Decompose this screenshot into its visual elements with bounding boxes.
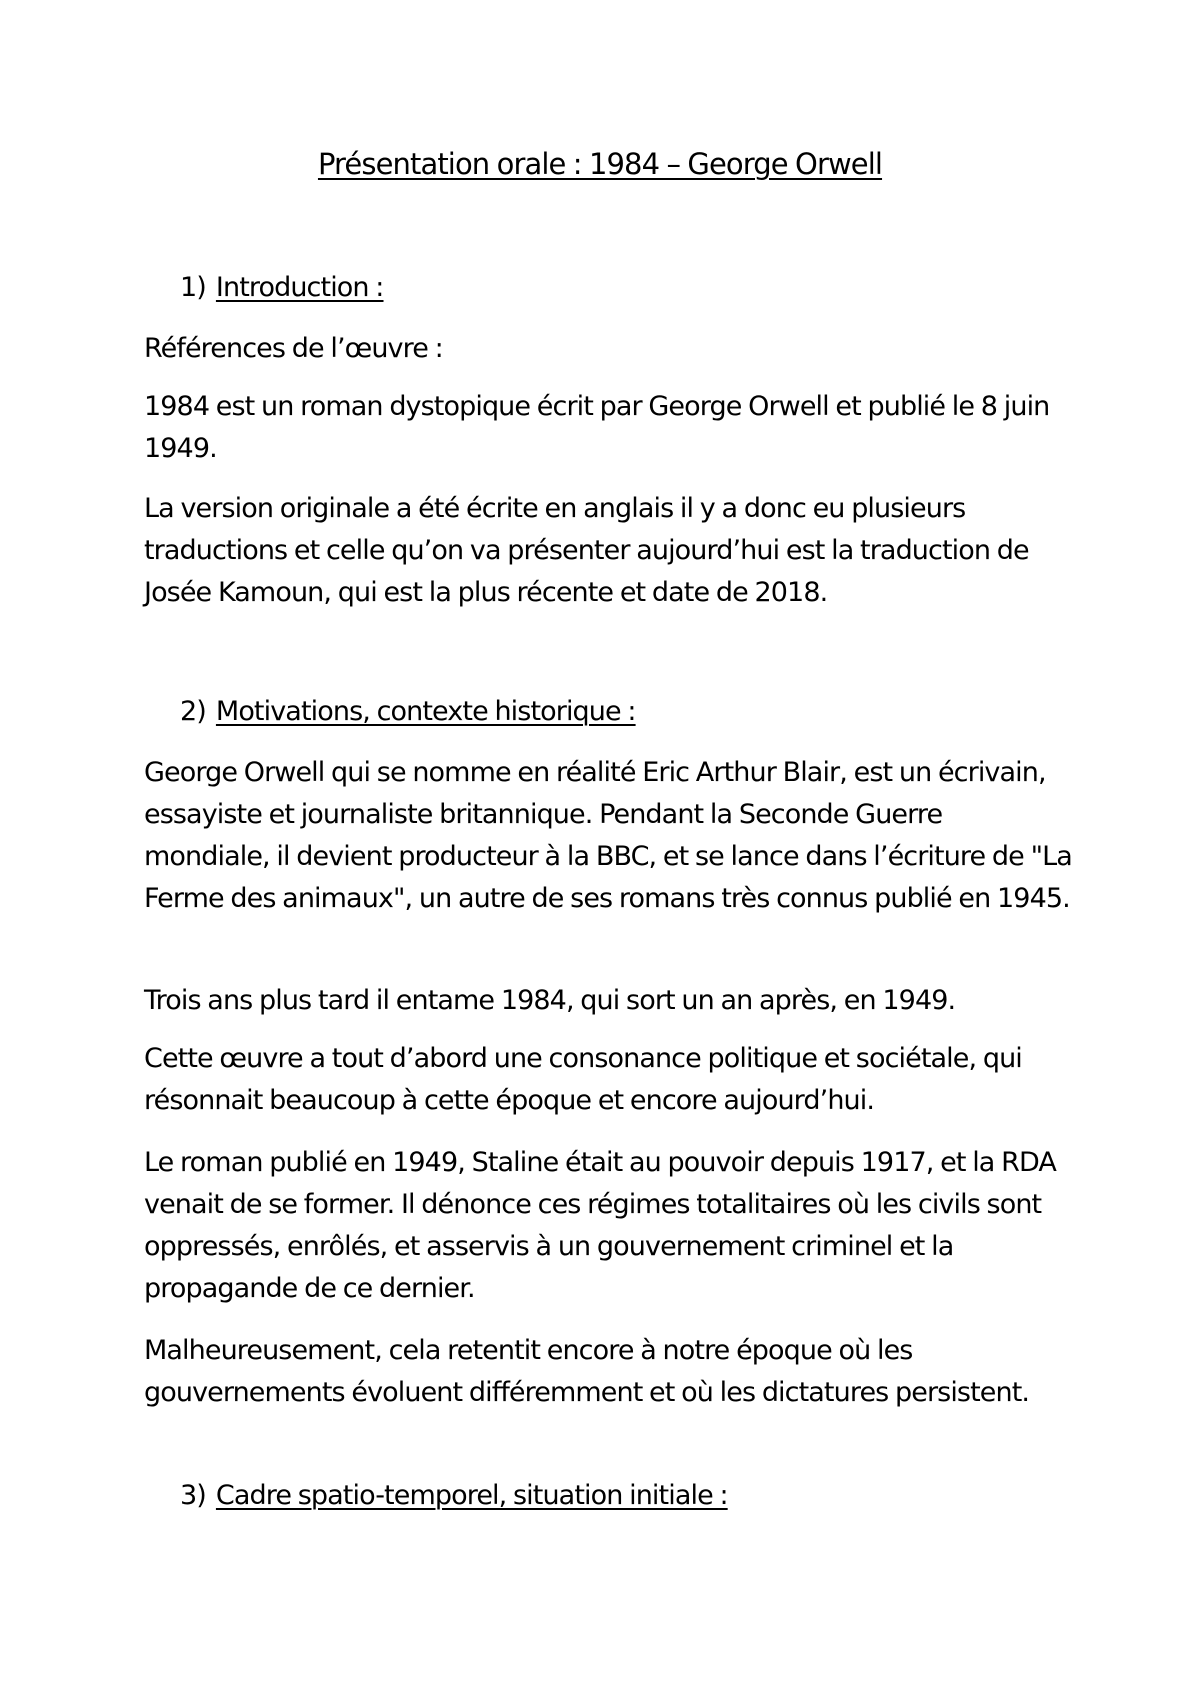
section-heading-cadre [180,1476,728,1516]
section-title: Cadre spatio-temporel, situation initiale : [215,1480,728,1511]
section-heading-motivations [180,692,636,732]
paragraph: Malheureusement, cela retentit encore à notre époque où les gouvernements évoluent différemment et où les dictatures persistent. [144,1335,1030,1408]
section-number: 3) [180,1480,206,1511]
document-title: Présentation orale : 1984 – George Orwell [317,147,883,181]
section-number: 2) [180,696,206,727]
section-title: Introduction : [215,272,384,303]
paragraph: 1984 est un roman dystopique écrit par George Orwell et publié le 8 juin 1949. [144,391,1050,464]
section-number: 1) [180,272,206,303]
paragraph: Le roman publié en 1949, Staline était au pouvoir depuis 1917, et la RDA venait de se former. Il dénonce ces régimes totalitaires où les civils sont oppressés, enrôlés, et asservis à un gouvernement criminel et la propagande de ce dernier. [144,1147,1056,1304]
paragraph: La version originale a été écrite en anglais il y a donc eu plusieurs traductions et celle qu’on va présenter aujourd’hui est la traduction de Josée Kamoun, qui est la plus récente et date de 2018. [144,493,1029,608]
paragraph: George Orwell qui se nomme en réalité Eric Arthur Blair, est un écrivain, essayiste et journaliste britannique. Pendant la Seconde Guerre mondiale, il devient producteur à la BBC, et se lance dans l’écriture de "La Ferme des animaux", un autre de ses romans très connus publié en 1945. [144,757,1072,914]
paragraph: Références de l’œuvre : [144,333,443,364]
section-heading-introduction [180,268,384,308]
paragraph: Cette œuvre a tout d’abord une consonance politique et sociétale, qui résonnait beaucoup à cette époque et encore aujourd’hui. [144,1043,1022,1116]
paragraph: Trois ans plus tard il entame 1984, qui sort un an après, en 1949. [144,985,956,1016]
section-title: Motivations, contexte historique : [215,696,636,727]
